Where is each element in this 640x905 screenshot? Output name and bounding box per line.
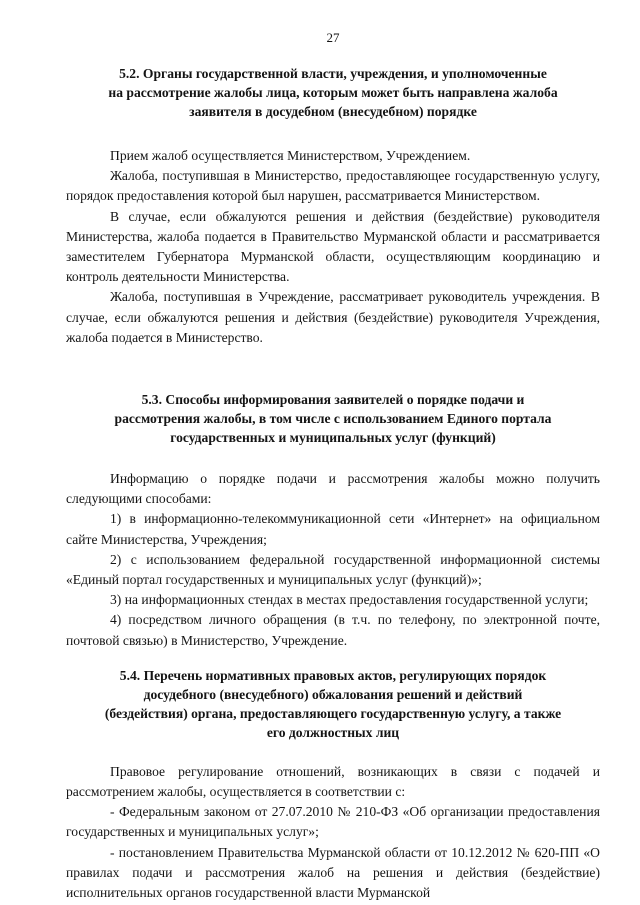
- section-5-3: [66, 390, 600, 651]
- heading-line: государственных и муниципальных услуг (функций): [170, 430, 496, 446]
- list-item: - постановлением Правительства Мурманской области от 10.12.2012 № 620-ПП «О правилах подачи и рассмотрения жалоб на решения и действия (бездействие) исполнительных органов государственной власти Мурманской: [66, 844, 600, 901]
- paragraph: Жалоба, поступившая в Министерство, предоставляющее государственную услугу, порядок предоставления которой был нарушен, рассматривается Министерством.: [66, 168, 600, 204]
- list-item: 3) на информационных стендах в местах предоставления государственной услуги;: [110, 592, 589, 608]
- list-item: 2) с использованием федеральной государственной информационной системы «Единый портал государственных и муниципальных услуг (функций)»;: [66, 551, 600, 588]
- page-number: 27: [326, 30, 340, 45]
- paragraph: Информацию о порядке подачи и рассмотрения жалобы можно получить следующими способами:: [66, 471, 600, 507]
- list-item: - Федеральным законом от 27.07.2010 № 210-ФЗ «Об организации предоставления государственных и муниципальных услуг»;: [66, 804, 600, 840]
- section-heading: [66, 666, 600, 742]
- heading-line: 5.2. Органы государственной власти, учреждения, и уполномоченные: [119, 66, 547, 81]
- paragraph: Прием жалоб осуществляется Министерством, Учреждением.: [110, 148, 471, 163]
- section-heading: [66, 390, 600, 447]
- heading-line: заявителя в досудебном (внесудебном) порядке: [189, 104, 477, 119]
- paragraph: Правовое регулирование отношений, возникающих в связи с подачей и рассмотрением жалобы, осуществляется в соответствии с:: [66, 763, 600, 800]
- list-item: 4) посредством личного обращения (в т.ч. по телефону, по электронной почте, почтовой связью) в Министерство, Учреждение.: [66, 612, 600, 648]
- section-body: [66, 146, 600, 348]
- heading-line: досудебного (внесудебного) обжалования решений и действий: [143, 686, 523, 702]
- heading-line: на рассмотрение жалобы лица, которым может быть направлена жалоба: [108, 85, 558, 100]
- heading-line: (бездействия) органа, предоставляющего государственную услугу, а также: [104, 705, 562, 721]
- heading-line: рассмотрения жалобы, в том числе с использованием Единого портала: [114, 411, 552, 427]
- section-body: [66, 469, 600, 651]
- section-body: [66, 762, 600, 903]
- section-heading: [66, 64, 600, 121]
- heading-line: 5.3. Способы информирования заявителей о порядке подачи и: [141, 392, 525, 408]
- heading-line: 5.4. Перечень нормативных правовых актов, регулирующих порядок: [119, 667, 547, 683]
- paragraph: В случае, если обжалуются решения и действия (бездействие) руководителя Министерства, жалоба подается в Правительство Мурманской области и рассматривается заместителем Губернатора Мурманской области, осуществляющим координацию и контроль деятельности Министерства.: [66, 208, 600, 285]
- section-5-2: [66, 64, 600, 348]
- paragraph: Жалоба, поступившая в Учреждение, рассматривает руководитель учреждения. В случае, если обжалуются решения и действия (бездействие) руководителя Учреждения, жалоба подается в Министерство.: [66, 289, 600, 345]
- heading-line: его должностных лиц: [266, 724, 400, 740]
- list-item: 1) в информационно-телекоммуникационной сети «Интернет» на официальном сайте Министерства, Учреждения;: [66, 511, 600, 547]
- section-5-4: [66, 666, 600, 903]
